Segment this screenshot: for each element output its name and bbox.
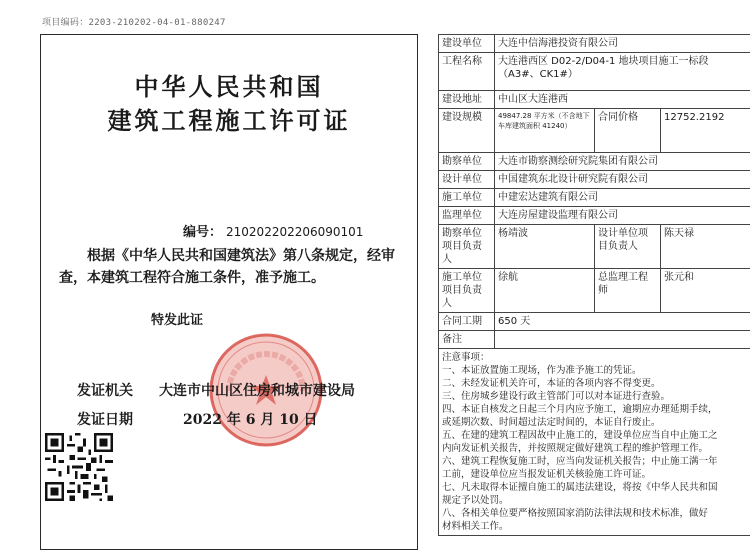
issuer-value: 大连市中山区住房和城市建设局: [159, 383, 355, 399]
cell-value: 徐航: [495, 269, 595, 313]
note-item: 八、各相关单位要严格按照国家消防法律法规和技术标准，做好: [442, 508, 709, 519]
serial-number: 210202202206090101: [226, 225, 364, 239]
note-item: 四、本证自核发之日起三个月内应予施工，逾期应办理延期手续，: [442, 404, 718, 415]
project-code: 项目编码：2203-210202-04-01-880247: [42, 18, 226, 28]
permit-panel: [40, 34, 418, 550]
project-detail-table: [438, 34, 750, 536]
cell-value: 12752.2192: [661, 109, 750, 153]
cell-value: 中国建筑东北设计研究院有限公司: [495, 171, 750, 189]
cell-label: 设计单位: [439, 171, 495, 189]
notes-title: 注意事项：: [442, 352, 490, 363]
date-value: 2022 年 6 月 10 日: [183, 412, 318, 428]
cell-value: 中山区大连港西: [495, 91, 750, 109]
cell-value: 大连中信海港投资有限公司: [495, 35, 750, 53]
date-label: 发证日期: [77, 412, 133, 428]
note-item: 一、本证放置施工现场，作为准予施工的凭证。: [442, 365, 642, 376]
permit-title-line1: 中华人民共和国: [134, 72, 324, 101]
cell-label: 工程名称: [439, 53, 495, 91]
note-item: 七、凡未取得本证擅自施工的属违法建设，将按《中华人民共和国: [442, 482, 718, 493]
note-item: 或延期次数、时间超过法定时间的，本证自行废止。: [442, 417, 661, 428]
cell-value: 大连市勘察测绘研究院集团有限公司: [495, 153, 750, 171]
cell-value: 650 天: [495, 313, 750, 331]
permit-body: 根据《中华人民共和国建筑法》第八条规定，经审查，本建筑工程符合施工条件，准予施工。: [59, 248, 395, 286]
cell-label: 施工单位: [439, 189, 495, 207]
special-note: 特发此证: [151, 313, 204, 328]
cell-label: 合同工期: [439, 313, 495, 331]
cell-label: 建设单位: [439, 35, 495, 53]
note-item: 材料相关工作。: [442, 521, 509, 532]
cell-label: 监理单位: [439, 207, 495, 225]
row-supervise: [439, 207, 750, 225]
cell-label: 设计单位项目负责人: [595, 225, 661, 269]
qr-code-icon: [45, 433, 113, 501]
cell-label: 合同价格: [595, 109, 661, 153]
note-item: 内向发证机关报告，并按照规定做好建筑工程的维护管理工作。: [442, 443, 709, 454]
row-remarks: [439, 331, 750, 349]
row-leads-2: [439, 269, 750, 313]
note-item: 规定予以处罚。: [442, 495, 509, 506]
serial-label: 编号：: [183, 225, 223, 240]
row-notes: [439, 349, 750, 536]
cell-label: 施工单位项目负责人: [439, 269, 495, 313]
cell-value: 大连港西区 D02-2/D04-1 地块项目施工一标段（A3#、CK1#）: [495, 53, 750, 91]
note-item: 工前，建设单位应当报发证机关核验施工许可证。: [442, 469, 652, 480]
row-construct: [439, 189, 750, 207]
cell-value: 杨靖波: [495, 225, 595, 269]
cell-label: 勘察单位: [439, 153, 495, 171]
cell-label: 勘察单位项目负责人: [439, 225, 495, 269]
row-unit: [439, 35, 750, 53]
note-item: 二、未经发证机关许可，本证的各项内容不得变更。: [442, 378, 661, 389]
note-item: 五、在建的建筑工程因故中止施工的，建设单位应当自中止施工之: [442, 430, 718, 441]
note-item: 六、建筑工程恢复施工时，应当向发证机关报告；中止施工满一年: [442, 456, 718, 467]
issuer-label: 发证机关: [77, 383, 133, 399]
notes-section: [439, 349, 750, 536]
cell-label: 建设规模: [439, 109, 495, 153]
row-project: [439, 53, 750, 91]
row-survey: [439, 153, 750, 171]
row-scale: [439, 109, 750, 153]
row-design: [439, 171, 750, 189]
cell-value: 大连房屋建设监理有限公司: [495, 207, 750, 225]
cell-label: 总监理工程师: [595, 269, 661, 313]
cell-label: 建设地址: [439, 91, 495, 109]
permit-serial: [183, 221, 363, 240]
note-item: 三、住房城乡建设行政主管部门可以对本证进行查验。: [442, 391, 671, 402]
cell-value: 中建宏达建筑有限公司: [495, 189, 750, 207]
row-leads-1: [439, 225, 750, 269]
cell-value: 张元和: [661, 269, 750, 313]
cell-value: 49847.28 平方米（不含地下车库建筑面积 41240）: [495, 109, 595, 153]
cell-value: [495, 331, 750, 349]
cell-label: 备注: [439, 331, 495, 349]
cell-value: 陈天禄: [661, 225, 750, 269]
permit-title-line2: 建筑工程施工许可证: [107, 106, 351, 135]
row-address: [439, 91, 750, 109]
row-period: [439, 313, 750, 331]
